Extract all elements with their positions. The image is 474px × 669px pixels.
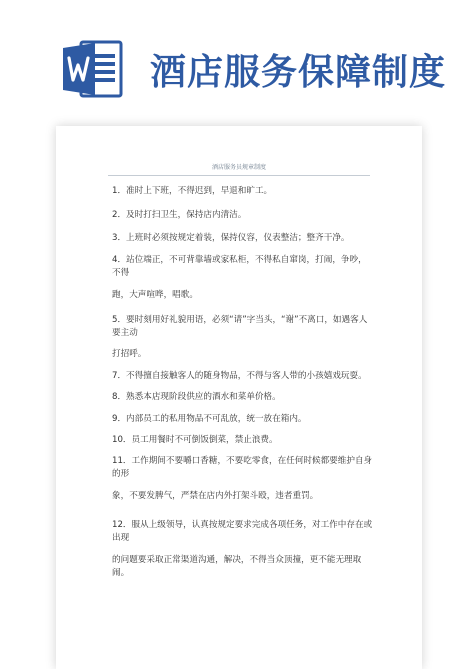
rule-line: 12．服从上级领导，认真按规定要求完成各项任务，对工作中存在或出现 — [112, 520, 373, 543]
rule-line: 象，不要发脾气，严禁在店内外打架斗殴，违者重罚。 — [112, 491, 319, 501]
rule-line: 11．工作期间不要嚼口香糖，不要吃零食，在任何时候都要维护自身的形 — [112, 456, 373, 479]
rule-line: 的问题要采取正常渠道沟通，解决，不得当众顶撞，更不能无理取闹。 — [112, 555, 362, 578]
rule-line: 4．站位端正，不可背靠墙或家私柜，不得私自窜岗，打闹，争吵，不得 — [112, 255, 367, 278]
header-divider — [108, 175, 370, 176]
rule-line: 1．准时上下班，不得迟到，早退和旷工。 — [112, 186, 273, 196]
rule-line: 8．熟悉本店现阶段供应的酒水和菜单价格。 — [112, 392, 281, 402]
document-page — [56, 126, 422, 669]
rule-line: 3．上班时必须按规定着装，保持仪容，仪表整洁；整齐干净。 — [112, 233, 350, 243]
rule-line: 10．员工用餐时不可倒饭倒菜，禁止浪费。 — [112, 435, 278, 445]
rule-line: 跑，大声喧哗，唱歌。 — [112, 290, 198, 300]
document-header: 酒店服务员规章制度 — [211, 164, 266, 171]
banner-title: 酒店服务保障制度 — [150, 51, 447, 93]
banner — [0, 0, 474, 128]
rule-line: 打招呼。 — [112, 349, 147, 359]
rule-line: 2．及时打扫卫生，保持店内清洁。 — [112, 210, 247, 220]
rule-line: 7．不得擅自接触客人的随身物品，不得与客人带的小孩嬉戏玩耍。 — [112, 371, 367, 381]
rule-line: 9．内部员工的私用物品不可乱放，统一放在箱内。 — [112, 414, 307, 424]
rule-line: 5．要时刻用好礼貌用语，必须“请”字当头，“谢”不离口，如遇客人要主动 — [112, 315, 368, 338]
word-doc-icon — [63, 40, 123, 98]
